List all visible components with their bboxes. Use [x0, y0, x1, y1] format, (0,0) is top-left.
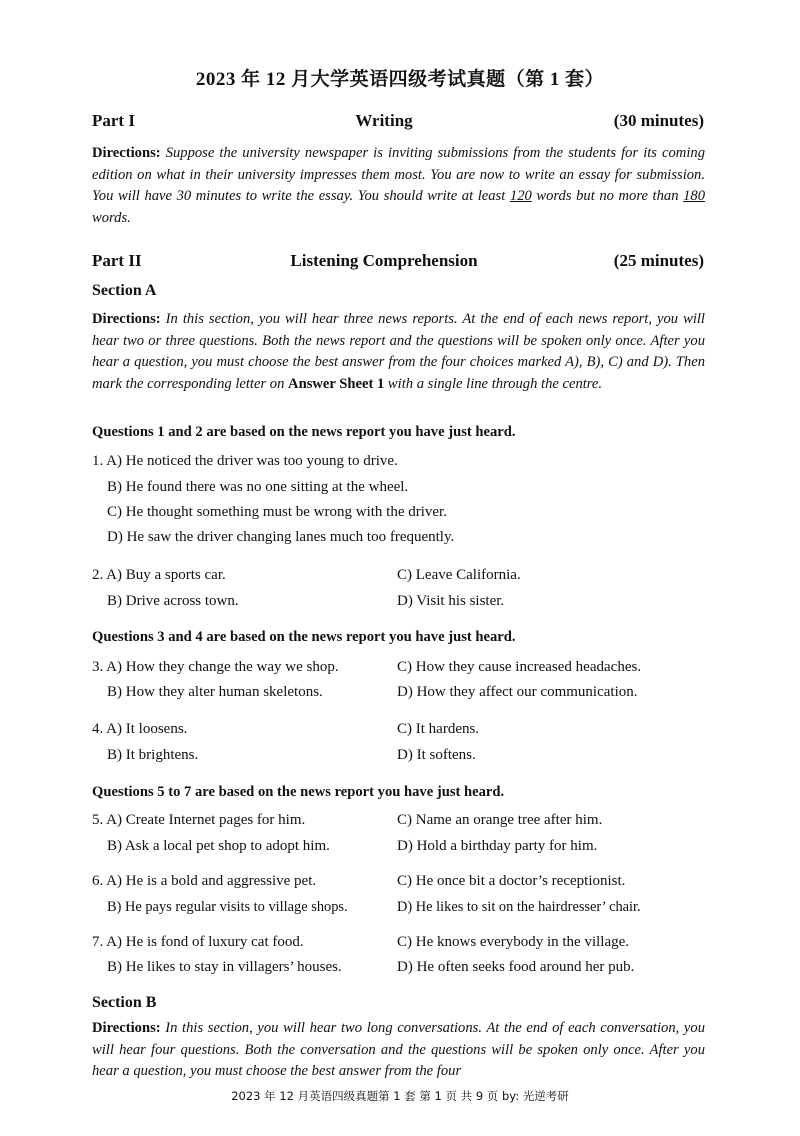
- section-a-heading: Section A: [92, 282, 157, 299]
- q1-option-b: B) He found there was no one sitting at the wheel.: [107, 479, 409, 495]
- q7-option-c: C) He knows everybody in the village.: [397, 934, 630, 950]
- question-group-3: Questions 5 to 7 are based on the news report you have just heard.: [92, 784, 505, 800]
- q4-option-a: 4. A) It loosens.: [92, 721, 188, 737]
- min-words: 120: [509, 188, 532, 204]
- section-b-heading: Section B: [92, 994, 157, 1011]
- part2-label: Part II: [92, 251, 142, 270]
- part1-directions-label: Directions:: [92, 145, 161, 161]
- q5-option-a: 5. A) Create Internet pages for him.: [92, 812, 306, 828]
- q5-option-b: B) Ask a local pet shop to adopt him.: [107, 838, 330, 854]
- part1-directions: Directions: Suppose the university newspaper is inviting submissions from the students for its coming edition on what in their university impresses them most. You are now to write an essay for submission. You will have 30 minutes to write the essay. You should write at least 120 words but no more than 180 words.: [92, 145, 705, 226]
- section-b-directions: Directions: In this section, you will hear two long conversations. At the end of each conversation, you will hear four questions. Both the conversation and the questions will be spoken only once. After you hear a question, you must choose the best answer from the four: [92, 1020, 705, 1079]
- q6-option-d: D) He likes to sit on the hairdresser’ chair.: [397, 899, 641, 915]
- q6-option-a: 6. A) He is a bold and aggressive pet.: [92, 873, 317, 889]
- page-footer: 2023 年 12 月英语四级真题第 1 套 第 1 页 共 9 页 by: 光逆考研: [231, 1089, 569, 1103]
- section-a-directions: Directions: In this section, you will hear three news reports. At the end of each news report, you will hear two or three questions. Both the news report and the questions will be spoken only once. After you hear a question, you must choose the best answer from the four choices marked A), B), C) and D). Then mark the corresponding letter on Answer Sheet 1 with a single line through the centre.: [92, 311, 705, 392]
- q3-option-d: D) How they affect our communication.: [397, 684, 638, 700]
- q7-option-d: D) He often seeks food around her pub.: [397, 959, 635, 975]
- q3-option-c: C) How they cause increased headaches.: [397, 659, 642, 675]
- q5-option-d: D) Hold a birthday party for him.: [397, 838, 598, 854]
- part2-name: Listening Comprehension: [290, 251, 478, 270]
- q3-option-a: 3. A) How they change the way we shop.: [92, 659, 339, 675]
- part1-label: Part I: [92, 111, 135, 130]
- q4-option-c: C) It hardens.: [397, 721, 480, 737]
- answer-sheet-ref: Answer Sheet 1: [288, 375, 385, 392]
- q1-option-c: C) He thought something must be wrong with the driver.: [107, 504, 447, 520]
- question-group-1: Questions 1 and 2 are based on the news report you have just heard.: [92, 424, 516, 440]
- question-group-2: Questions 3 and 4 are based on the news report you have just heard.: [92, 629, 516, 645]
- q1-option-a: 1. A) He noticed the driver was too young to drive.: [92, 453, 398, 469]
- q7-option-b: B) He likes to stay in villagers’ houses.: [107, 959, 342, 975]
- part2-header: [92, 251, 704, 273]
- q2-option-c: C) Leave California.: [397, 567, 521, 583]
- q6-option-b: B) He pays regular visits to village shops.: [107, 899, 348, 915]
- q4-option-d: D) It softens.: [397, 747, 476, 763]
- q4-option-b: B) It brightens.: [107, 747, 199, 763]
- q2-option-a: 2. A) Buy a sports car.: [92, 567, 226, 583]
- part2-time: (25 minutes): [613, 251, 704, 270]
- q1-option-d: D) He saw the driver changing lanes much too frequently.: [107, 529, 455, 545]
- q7-option-a: 7. A) He is fond of luxury cat food.: [92, 934, 304, 950]
- part1-name: Writing: [355, 111, 413, 130]
- q2-option-b: B) Drive across town.: [107, 593, 239, 609]
- q5-option-c: C) Name an orange tree after him.: [397, 812, 603, 828]
- page-title: 2023 年 12 月大学英语四级考试真题（第 1 套）: [195, 69, 605, 90]
- q6-option-c: C) He once bit a doctor’s receptionist.: [397, 873, 626, 889]
- max-words: 180: [683, 188, 705, 204]
- q3-option-b: B) How they alter human skeletons.: [107, 684, 323, 700]
- part1-time: (30 minutes): [613, 111, 704, 130]
- q2-option-d: D) Visit his sister.: [397, 593, 505, 609]
- part1-header: [92, 111, 704, 133]
